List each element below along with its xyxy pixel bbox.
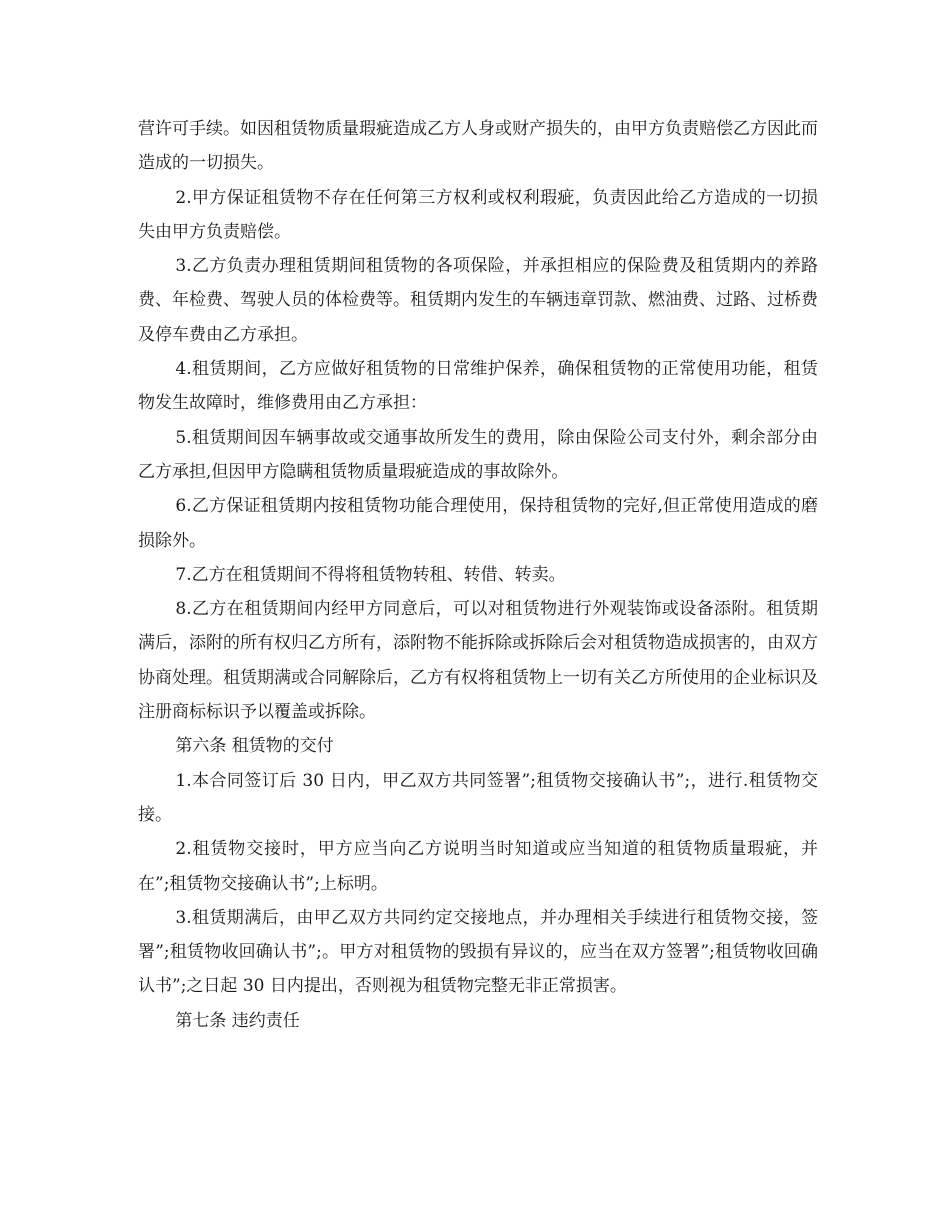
paragraph-delivery-3: 3.租赁期满后，由甲乙双方共同约定交接地点，并办理相关手续进行租赁物交接，签署”;租赁物收回确认书”;。甲方对租赁物的毁损有异议的，应当在双方签署”;租赁物收回确认书”;之日起 30 日内提出，否则视为租赁物完整无非正常损害。 xyxy=(138,907,818,997)
paragraph-clause-3: 3.乙方负责办理租赁期间租赁物的各项保险，并承担相应的保险费及租赁期内的养路费、年检费、驾驶人员的体检费等。租赁期内发生的车辆违章罚款、燃油费、过路、过桥费及停车费由乙方承担。 xyxy=(138,256,818,345)
section-heading-article-6: 第六条 租赁物的交付 xyxy=(175,736,334,757)
paragraph-delivery-2: 2.租赁物交接时，甲方应当向乙方说明当时知道或应当知道的租赁物质量瑕疵，并在”;租赁物交接确认书”;上标明。 xyxy=(138,839,818,894)
paragraph-clause-2: 2.甲方保证租赁物不存在任何第三方权利或权利瑕疵，负责因此给乙方造成的一切损失由甲方负责赔偿。 xyxy=(138,187,818,242)
paragraph-clause-8: 8.乙方在租赁期间内经甲方同意后，可以对租赁物进行外观装饰或设备添附。租赁期满后，添附的所有权归乙方所有，添附物不能拆除或拆除后会对租赁物造成损害的，由双方协商处理。租赁期满或合同解除后，乙方有权将租赁物上一切有关乙方所使用的企业标识及注册商标标识予以覆盖或拆除。 xyxy=(138,599,818,723)
document-page xyxy=(138,112,818,1038)
section-heading-article-7: 第七条 违约责任 xyxy=(175,1010,300,1031)
paragraph-clause-4: 4.租赁期间，乙方应做好租赁物的日常维护保养，确保租赁物的正常使用功能，租赁物发生故障时，维修费用由乙方承担： xyxy=(138,359,818,414)
paragraph-delivery-1: 1.本合同签订后 30 日内，甲乙双方共同签署”;租赁物交接确认书”;，进行.租赁物交接。 xyxy=(138,770,818,825)
paragraph-clause-6: 6.乙方保证租赁期内按租赁物功能合理使用，保持租赁物的完好,但正常使用造成的磨损除外。 xyxy=(138,496,818,551)
paragraph-clause-continuation: 营许可手续。如因租赁物质量瑕疵造成乙方人身或财产损失的，由甲方负责赔偿乙方因此而造成的一切损失。 xyxy=(138,119,818,174)
paragraph-clause-5: 5.租赁期间因车辆事故或交通事故所发生的费用，除由保险公司支付外，剩余部分由乙方承担,但因甲方隐瞒租赁物质量瑕疵造成的事故除外。 xyxy=(138,427,818,482)
paragraph-clause-7: 7.乙方在租赁期间不得将租赁物转租、转借、转卖。 xyxy=(175,564,566,585)
